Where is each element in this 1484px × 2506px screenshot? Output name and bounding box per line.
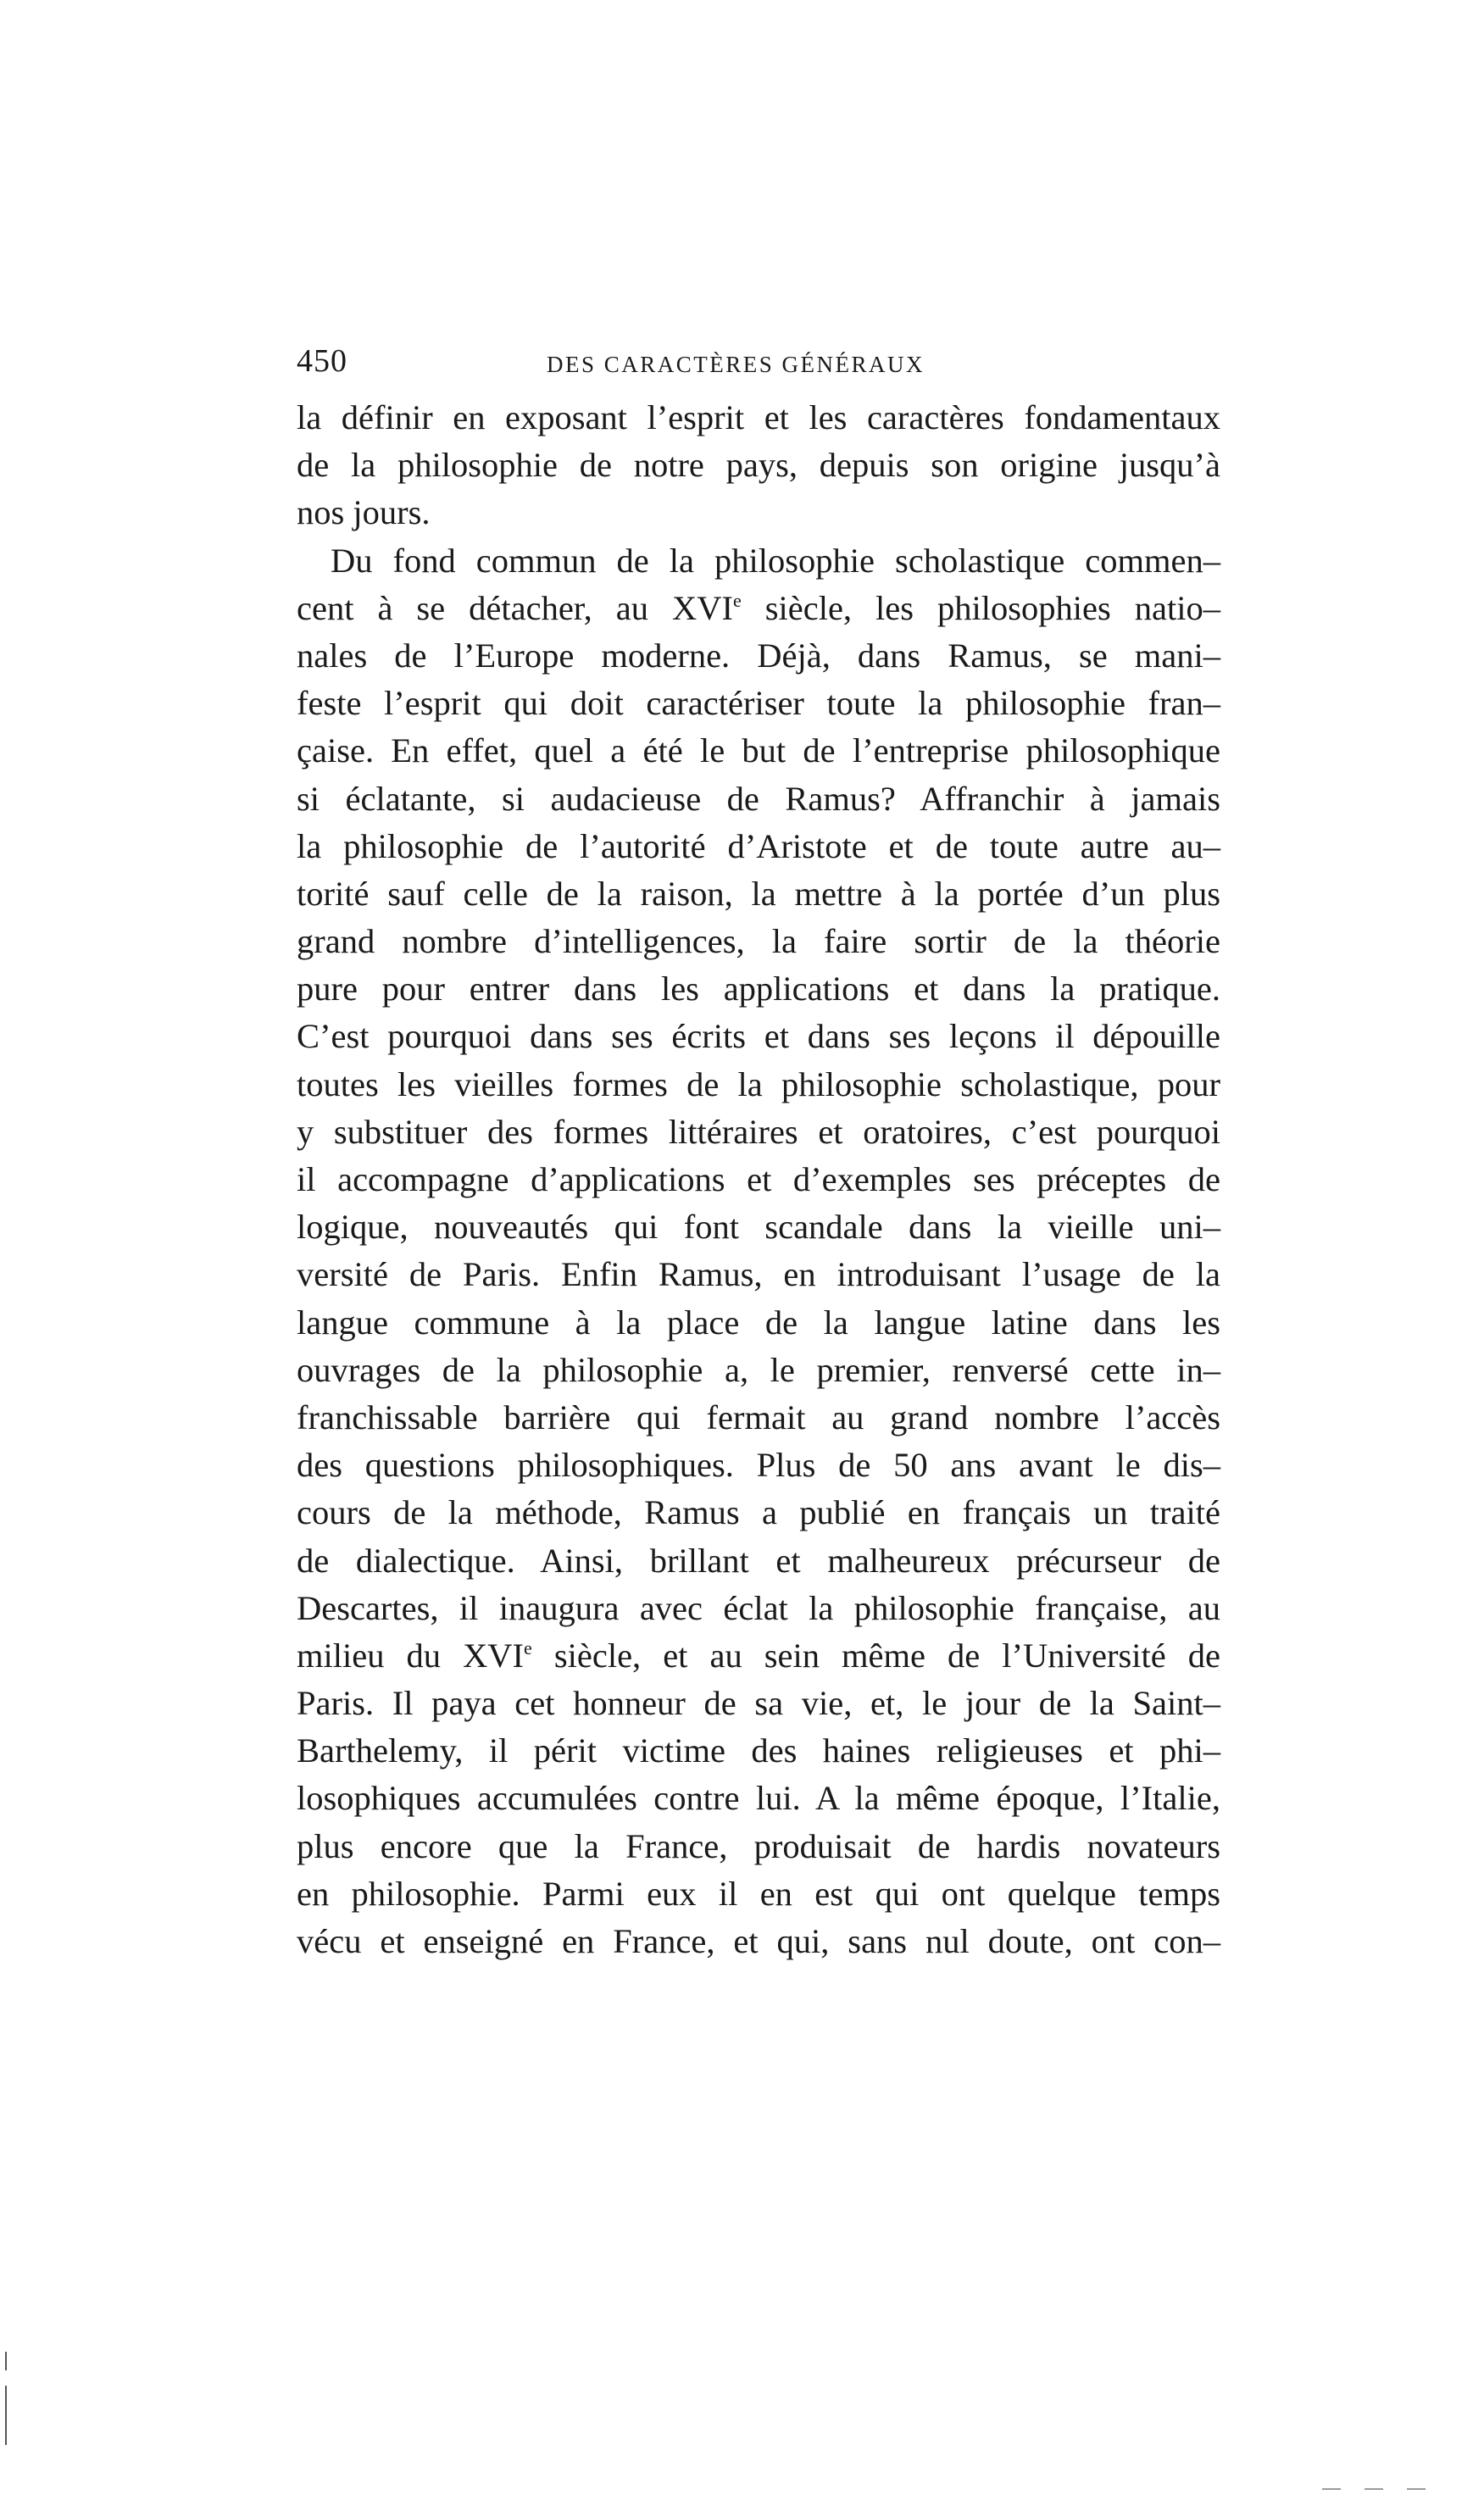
text-line: çaise. En effet, quel a été le but de l’entreprise philosophique: [297, 731, 1220, 770]
text-line: torité sauf celle de la raison, la mettre à la portée d’un plus: [297, 874, 1220, 913]
text-line: pure pour entrer dans les applications et dans la pratique.: [297, 970, 1220, 1009]
text-line: il accompagne d’applications et d’exemples ses préceptes de: [297, 1160, 1220, 1198]
text-line: Descartes, il inaugura avec éclat la philosophie française, au: [297, 1588, 1220, 1627]
text-line: Barthelemy, il périt victime des haines religieuses et phi–: [297, 1731, 1220, 1770]
century-superscript: e: [524, 1636, 532, 1659]
century-superscript: e: [732, 589, 742, 611]
text-line: C’est pourquoi dans ses écrits et dans ses leçons il dépouille: [297, 1017, 1220, 1056]
text-line: plus encore que la France, produisait de hardis novateurs: [297, 1826, 1220, 1865]
text-line: grand nombre d’intelligences, la faire sortir de la théorie: [297, 922, 1220, 961]
text-line: [297, 585, 1220, 632]
scan-artifact: [1322, 2488, 1341, 2490]
text-line: si éclatante, si audacieuse de Ramus? Affranchir à jamais: [297, 779, 1220, 818]
scan-margin-mark: [5, 2352, 7, 2370]
text-line: franchissable barrière qui fermait au grand nombre l’accès: [297, 1397, 1220, 1436]
text-line: la philosophie de l’autorité d’Aristote et de toute autre au–: [297, 826, 1220, 865]
text-line: de dialectique. Ainsi, brillant et malheureux précurseur de: [297, 1541, 1220, 1580]
text-line-end: siècle, et au sein même de l’Université de: [531, 1636, 1220, 1675]
text-line-start: milieu du XVI: [297, 1636, 525, 1675]
scan-margin-mark: [5, 2386, 7, 2445]
text-line: de la philosophie de notre pays, depuis son origine jusqu’à: [297, 446, 1220, 485]
text-line-start: cent à se détacher, au XVI: [297, 588, 733, 627]
text-line: ouvrages de la philosophie a, le premier, renversé cette in–: [297, 1350, 1220, 1389]
running-title: DES CARACTÈRES GÉNÉRAUX: [547, 352, 925, 377]
running-head: [297, 339, 1212, 383]
paragraph-start-line: Du fond commun de la philosophie scholastique commen–: [331, 541, 1220, 580]
text-line: langue commune à la place de la langue latine dans les: [297, 1303, 1220, 1342]
text-line: [297, 1632, 1220, 1680]
text-line-end: siècle, les philosophies natio–: [741, 588, 1220, 627]
text-line: nales de l’Europe moderne. Déjà, dans Ramus, se mani–: [297, 636, 1220, 675]
text-line: Paris. Il paya cet honneur de sa vie, et, le jour de la Saint–: [297, 1684, 1220, 1723]
text-line: en philosophie. Parmi eux il en est qui ont quelque temps: [297, 1874, 1220, 1913]
scan-artifact: [1365, 2488, 1383, 2490]
text-line: logique, nouveautés qui font scandale dans la vieille uni–: [297, 1208, 1220, 1247]
text-line: la définir en exposant l’esprit et les caractères fondamentaux: [297, 398, 1220, 436]
text-line: cours de la méthode, Ramus a publié en français un traité: [297, 1493, 1220, 1532]
text-line: feste l’esprit qui doit caractériser toute la philosophie fran–: [297, 684, 1220, 723]
text-line: losophiques accumulées contre lui. A la même époque, l’Italie,: [297, 1779, 1220, 1818]
page-number: 450: [297, 343, 347, 379]
body-text: [297, 394, 1220, 1965]
text-line: toutes les vieilles formes de la philosophie scholastique, pour: [297, 1064, 1220, 1103]
text-line: y substituer des formes littéraires et oratoires, c’est pourquoi: [297, 1112, 1220, 1151]
text-line: des questions philosophiques. Plus de 50 ans avant le dis–: [297, 1446, 1220, 1485]
scan-artifact: [1407, 2488, 1426, 2490]
text-line: versité de Paris. Enfin Ramus, en introduisant l’usage de la: [297, 1255, 1220, 1294]
text-line: nos jours.: [297, 493, 431, 532]
text-line: vécu et enseigné en France, et qui, sans nul doute, ont con–: [297, 1922, 1220, 1960]
